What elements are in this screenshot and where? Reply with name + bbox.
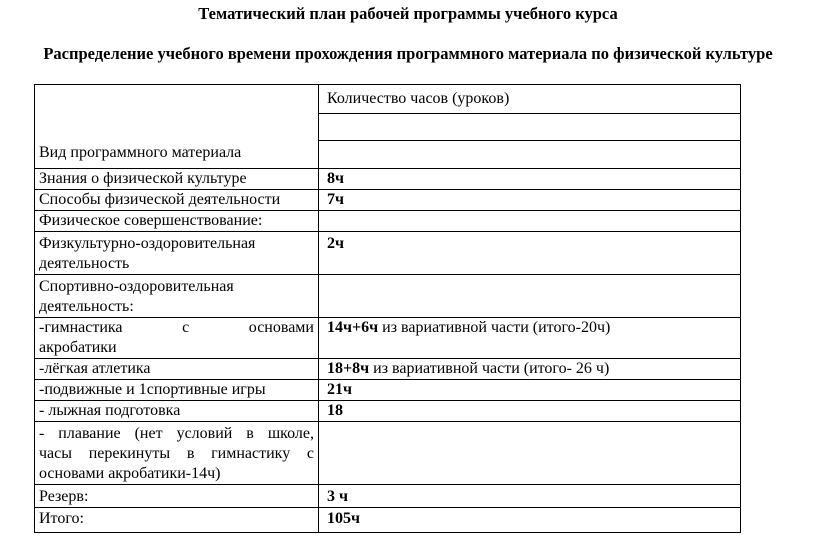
document-subtitle: Распределение учебного времени прохождения программного материала по физической культуре — [43, 44, 773, 63]
row-label — [35, 422, 319, 485]
row-label: Итого: — [35, 508, 319, 533]
row-label: Знания о физической культуре — [35, 169, 319, 190]
table-row — [35, 211, 741, 232]
label-line: деятельность: — [39, 298, 134, 315]
row-hours: 21ч — [319, 380, 741, 401]
row-hours — [319, 422, 741, 485]
row-label: Резерв: — [35, 485, 319, 508]
table-row — [35, 508, 741, 533]
table-row — [35, 485, 741, 508]
row-label: Способы физической деятельности — [35, 190, 319, 211]
row-hours: 8ч — [319, 169, 741, 190]
document-title: Тематический план рабочей программы учебного курса — [198, 4, 618, 23]
label-line: Спортивно-оздоровительная — [39, 278, 234, 295]
row-hours — [319, 211, 741, 232]
row-hours: 105ч — [319, 508, 741, 533]
table-row — [35, 380, 741, 401]
row-label: Физическое совершенствование: — [35, 211, 319, 232]
header-empty-cell — [319, 113, 741, 141]
row-hours — [319, 275, 741, 318]
plan-table — [34, 84, 741, 533]
header-material-type: Вид программного материала — [35, 85, 319, 169]
row-hours: 3 ч — [319, 485, 741, 508]
table-header-row-1 — [35, 85, 741, 114]
header-hours-count: Количество часов (уроков) — [319, 85, 741, 114]
row-hours: 14ч+6ч из вариативной части (итого-20ч) — [319, 318, 741, 359]
label-line: Физкультурно-оздоровительная — [39, 235, 256, 252]
table-row — [35, 401, 741, 422]
label-line: деятельность — [39, 255, 130, 272]
row-label: -лёгкая атлетика — [35, 359, 319, 380]
label-line: акробатики — [39, 339, 117, 356]
row-label — [35, 232, 319, 275]
row-label — [35, 318, 319, 359]
row-hours: 18+8ч из вариативной части (итого- 26 ч) — [319, 359, 741, 380]
label-line: часы перекинуты в гимнастику с — [39, 445, 314, 462]
table-row — [35, 190, 741, 211]
table-row — [35, 232, 741, 275]
table-row — [35, 359, 741, 380]
row-hours: 7ч — [319, 190, 741, 211]
table-row — [35, 169, 741, 190]
label-line: основами акробатики-14ч) — [39, 465, 221, 482]
table-row — [35, 318, 741, 359]
label-line: - плавание (нет условий в школе, — [39, 425, 314, 442]
label-line: -гимнастика с основами — [39, 319, 314, 336]
header-empty-cell — [319, 141, 741, 169]
row-hours: 18 — [319, 401, 741, 422]
table-row — [35, 275, 741, 318]
row-hours: 2ч — [319, 232, 741, 275]
row-label: - лыжная подготовка — [35, 401, 319, 422]
row-label: -подвижные и 1спортивные игры — [35, 380, 319, 401]
row-label — [35, 275, 319, 318]
table-row — [35, 422, 741, 485]
